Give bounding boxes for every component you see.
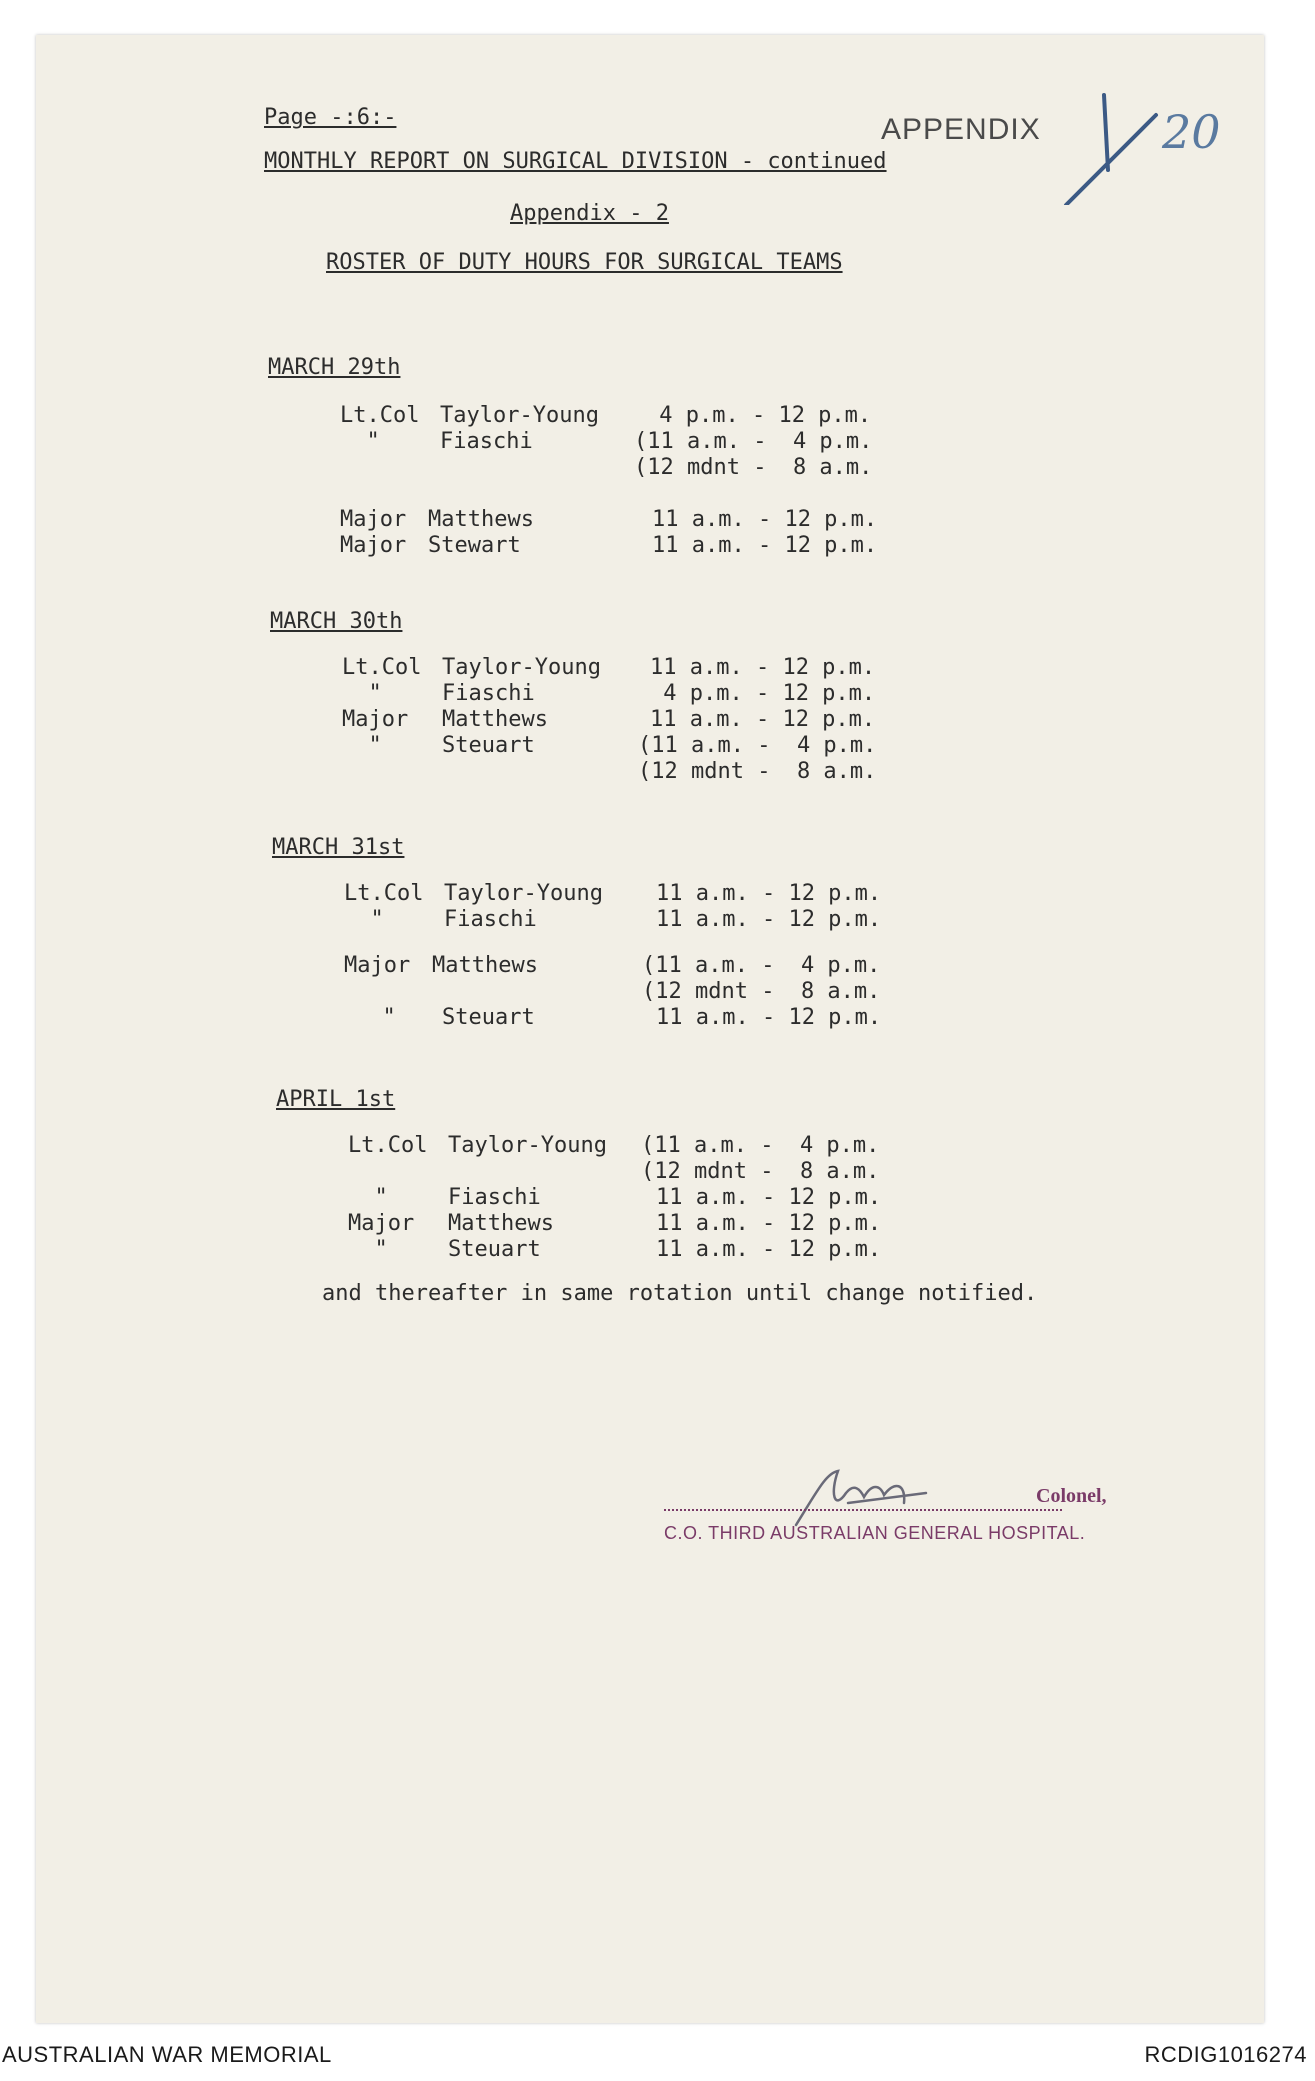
roster-row xyxy=(36,907,1264,933)
roster-row xyxy=(36,533,1264,559)
roster-row xyxy=(36,429,1264,455)
rank: " xyxy=(356,1005,396,1030)
signature-line xyxy=(664,1509,1062,1511)
officer-name: Steuart xyxy=(442,1005,535,1030)
rank: Lt.Col xyxy=(342,655,422,680)
roster-heading: ROSTER OF DUTY HOURS FOR SURGICAL TEAMS xyxy=(326,250,843,275)
roster-row xyxy=(36,759,1264,785)
section-date: MARCH 30th xyxy=(270,609,403,634)
roster-row xyxy=(36,1159,1264,1185)
page-label: Page -:6:- xyxy=(264,105,397,130)
roster-row xyxy=(36,1211,1264,1237)
rank: " xyxy=(348,1237,388,1262)
roster-row xyxy=(36,953,1264,979)
officer-name: Stewart xyxy=(428,533,521,558)
duty-hours: (12 mdnt - 8 a.m. xyxy=(641,1159,880,1184)
signature-office: C.O. THIRD AUSTRALIAN GENERAL HOSPITAL. xyxy=(664,1523,1086,1543)
rank: Lt.Col xyxy=(348,1133,428,1158)
duty-hours: 11 a.m. - 12 p.m. xyxy=(652,533,878,558)
duty-hours: 11 a.m. - 12 p.m. xyxy=(650,655,876,680)
roster-row xyxy=(36,1185,1264,1211)
document-page xyxy=(36,35,1264,2023)
appendix-subtitle: Appendix - 2 xyxy=(510,201,669,226)
officer-name: Taylor-Young xyxy=(448,1133,607,1158)
duty-hours: (11 a.m. - 4 p.m. xyxy=(638,733,877,758)
signature-title: Colonel, xyxy=(1036,1485,1107,1507)
rank: " xyxy=(344,907,384,932)
rank: Major xyxy=(348,1211,415,1236)
duty-hours: 11 a.m. - 12 p.m. xyxy=(650,707,876,732)
rank: Major xyxy=(342,707,409,732)
roster-row xyxy=(36,733,1264,759)
roster-row xyxy=(36,507,1264,533)
roster-row xyxy=(36,979,1264,1005)
officer-name: Matthews xyxy=(432,953,538,978)
duty-hours: 11 a.m. - 12 p.m. xyxy=(656,907,882,932)
officer-name: Taylor-Young xyxy=(440,403,599,428)
closing-note: and thereafter in same rotation until change notified. xyxy=(322,1281,1038,1306)
duty-hours: 11 a.m. - 12 p.m. xyxy=(656,881,882,906)
officer-name: Steuart xyxy=(448,1237,541,1262)
officer-name: Taylor-Young xyxy=(442,655,601,680)
duty-hours: 11 a.m. - 12 p.m. xyxy=(652,507,878,532)
duty-hours: (12 mdnt - 8 a.m. xyxy=(642,979,881,1004)
roster-row xyxy=(36,881,1264,907)
officer-name: Fiaschi xyxy=(448,1185,541,1210)
roster-row xyxy=(36,1005,1264,1031)
duty-hours: (11 a.m. - 4 p.m. xyxy=(641,1133,880,1158)
appendix-stamp: APPENDIX xyxy=(881,113,1041,146)
handwritten-mark xyxy=(1006,75,1186,205)
officer-name: Fiaschi xyxy=(440,429,533,454)
footer-left: AUSTRALIAN WAR MEMORIAL xyxy=(2,2042,332,2067)
duty-hours: (12 mdnt - 8 a.m. xyxy=(638,759,877,784)
roster-row xyxy=(36,403,1264,429)
rank: Major xyxy=(344,953,411,978)
roster-row xyxy=(36,1237,1264,1263)
officer-name: Matthews xyxy=(428,507,534,532)
duty-hours: 11 a.m. - 12 p.m. xyxy=(656,1005,882,1030)
duty-hours: (12 mdnt - 8 a.m. xyxy=(634,455,873,480)
footer-right: RCDIG1016274 xyxy=(1144,2042,1307,2067)
roster-row xyxy=(36,1133,1264,1159)
section-date: MARCH 31st xyxy=(272,835,405,860)
duty-hours: 4 p.m. - 12 p.m. xyxy=(650,681,876,706)
rank: Major xyxy=(340,533,407,558)
officer-name: Steuart xyxy=(442,733,535,758)
section-date: APRIL 1st xyxy=(276,1087,396,1112)
report-title: MONTHLY REPORT ON SURGICAL DIVISION - continued xyxy=(264,149,887,174)
duty-hours: 11 a.m. - 12 p.m. xyxy=(656,1237,882,1262)
rank: Lt.Col xyxy=(340,403,420,428)
duty-hours: (11 a.m. - 4 p.m. xyxy=(634,429,873,454)
rank: " xyxy=(340,429,380,454)
roster-row xyxy=(36,707,1264,733)
officer-name: Matthews xyxy=(442,707,548,732)
rank: Major xyxy=(340,507,407,532)
handwritten-number: 20 xyxy=(1162,105,1221,159)
section-date: MARCH 29th xyxy=(268,355,401,380)
rank: " xyxy=(342,733,382,758)
officer-name: Fiaschi xyxy=(444,907,537,932)
roster-row xyxy=(36,655,1264,681)
officer-name: Matthews xyxy=(448,1211,554,1236)
roster-row xyxy=(36,681,1264,707)
rank: Lt.Col xyxy=(344,881,424,906)
roster-row xyxy=(36,455,1264,481)
rank: " xyxy=(348,1185,388,1210)
duty-hours: (11 a.m. - 4 p.m. xyxy=(642,953,881,978)
officer-name: Fiaschi xyxy=(442,681,535,706)
duty-hours: 4 p.m. - 12 p.m. xyxy=(646,403,872,428)
duty-hours: 11 a.m. - 12 p.m. xyxy=(656,1185,882,1210)
duty-hours: 11 a.m. - 12 p.m. xyxy=(656,1211,882,1236)
rank: " xyxy=(342,681,382,706)
officer-name: Taylor-Young xyxy=(444,881,603,906)
